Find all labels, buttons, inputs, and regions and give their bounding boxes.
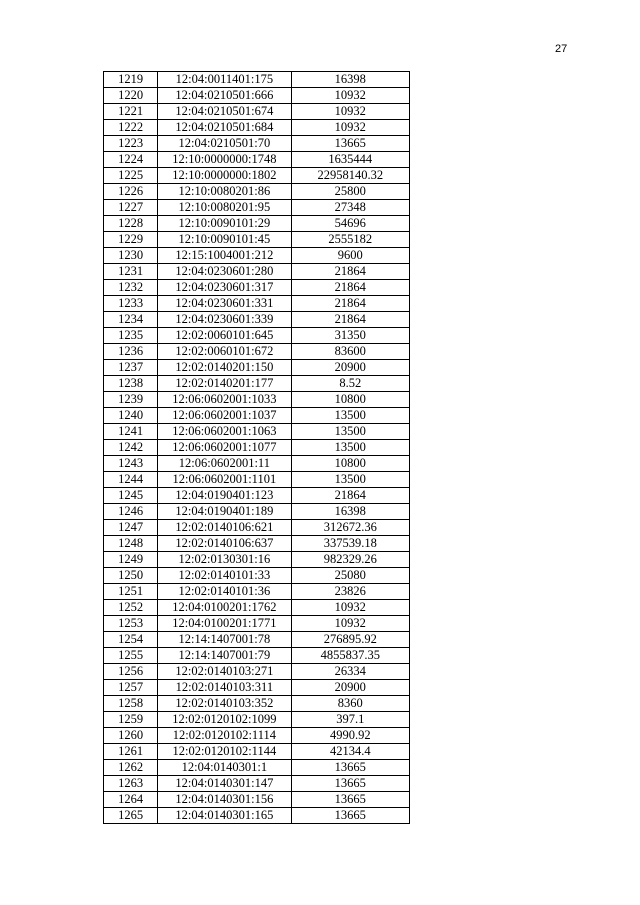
cadastral-number-cell: 12:02:0140101:36	[158, 584, 291, 600]
cadastral-number-cell: 12:14:1407001:79	[158, 648, 291, 664]
cadastral-number-cell: 12:04:0100201:1771	[158, 616, 291, 632]
value-cell: 10932	[291, 600, 409, 616]
row-number-cell: 1234	[104, 312, 158, 328]
table-row	[104, 104, 410, 120]
value-cell: 9600	[291, 248, 409, 264]
cadastral-number-cell: 12:10:0000000:1748	[158, 152, 291, 168]
cadastral-number-cell: 12:04:0230601:331	[158, 296, 291, 312]
row-number-cell: 1251	[104, 584, 158, 600]
row-number-cell: 1223	[104, 136, 158, 152]
row-number-cell: 1224	[104, 152, 158, 168]
row-number-cell: 1240	[104, 408, 158, 424]
cadastral-number-cell: 12:04:0230601:317	[158, 280, 291, 296]
table-row	[104, 472, 410, 488]
row-number-cell: 1247	[104, 520, 158, 536]
table-row	[104, 488, 410, 504]
cadastral-number-cell: 12:10:0080201:95	[158, 200, 291, 216]
cadastral-number-cell: 12:06:0602001:11	[158, 456, 291, 472]
row-number-cell: 1263	[104, 776, 158, 792]
row-number-cell: 1233	[104, 296, 158, 312]
value-cell: 4855837.35	[291, 648, 409, 664]
value-cell: 13665	[291, 136, 409, 152]
value-cell: 397.1	[291, 712, 409, 728]
table-row	[104, 696, 410, 712]
cadastral-number-cell: 12:02:0060101:645	[158, 328, 291, 344]
cadastral-number-cell: 12:04:0140301:156	[158, 792, 291, 808]
cadastral-number-cell: 12:02:0140101:33	[158, 568, 291, 584]
row-number-cell: 1264	[104, 792, 158, 808]
value-cell: 21864	[291, 488, 409, 504]
cadastral-number-cell: 12:04:0140301:147	[158, 776, 291, 792]
row-number-cell: 1227	[104, 200, 158, 216]
table-row	[104, 72, 410, 88]
value-cell: 1635444	[291, 152, 409, 168]
cadastral-number-cell: 12:02:0140201:150	[158, 360, 291, 376]
row-number-cell: 1249	[104, 552, 158, 568]
value-cell: 26334	[291, 664, 409, 680]
table-row	[104, 216, 410, 232]
value-cell: 16398	[291, 72, 409, 88]
cadastral-number-cell: 12:10:0080201:86	[158, 184, 291, 200]
row-number-cell: 1219	[104, 72, 158, 88]
value-cell: 13500	[291, 472, 409, 488]
table-row	[104, 632, 410, 648]
cadastral-number-cell: 12:06:0602001:1037	[158, 408, 291, 424]
value-cell: 276895.92	[291, 632, 409, 648]
row-number-cell: 1241	[104, 424, 158, 440]
table-row	[104, 200, 410, 216]
row-number-cell: 1259	[104, 712, 158, 728]
value-cell: 982329.26	[291, 552, 409, 568]
value-cell: 25080	[291, 568, 409, 584]
row-number-cell: 1256	[104, 664, 158, 680]
cadastral-number-cell: 12:02:0120102:1114	[158, 728, 291, 744]
value-cell: 10932	[291, 616, 409, 632]
table-row	[104, 232, 410, 248]
row-number-cell: 1245	[104, 488, 158, 504]
table-row	[104, 296, 410, 312]
table-row	[104, 568, 410, 584]
row-number-cell: 1221	[104, 104, 158, 120]
row-number-cell: 1250	[104, 568, 158, 584]
cadastral-number-cell: 12:04:0230601:339	[158, 312, 291, 328]
value-cell: 13500	[291, 440, 409, 456]
table-row	[104, 312, 410, 328]
page-number: 27	[555, 43, 568, 55]
table-row	[104, 744, 410, 760]
row-number-cell: 1258	[104, 696, 158, 712]
table-row	[104, 440, 410, 456]
value-cell: 10932	[291, 88, 409, 104]
table-row	[104, 264, 410, 280]
value-cell: 21864	[291, 264, 409, 280]
value-cell: 13500	[291, 424, 409, 440]
cadastral-number-cell: 12:02:0140103:271	[158, 664, 291, 680]
value-cell: 16398	[291, 504, 409, 520]
cadastral-number-cell: 12:02:0060101:672	[158, 344, 291, 360]
cadastral-number-cell: 12:06:0602001:1033	[158, 392, 291, 408]
value-cell: 312672.36	[291, 520, 409, 536]
value-cell: 21864	[291, 296, 409, 312]
value-cell: 13665	[291, 792, 409, 808]
value-cell: 23826	[291, 584, 409, 600]
table-row	[104, 680, 410, 696]
table-row	[104, 136, 410, 152]
row-number-cell: 1235	[104, 328, 158, 344]
row-number-cell: 1262	[104, 760, 158, 776]
table-row	[104, 88, 410, 104]
table-row	[104, 456, 410, 472]
table-row	[104, 328, 410, 344]
row-number-cell: 1230	[104, 248, 158, 264]
table-row	[104, 376, 410, 392]
value-cell: 337539.18	[291, 536, 409, 552]
value-cell: 20900	[291, 680, 409, 696]
value-cell: 8.52	[291, 376, 409, 392]
value-cell: 8360	[291, 696, 409, 712]
cadastral-number-cell: 12:02:0140106:637	[158, 536, 291, 552]
table-row	[104, 728, 410, 744]
row-number-cell: 1226	[104, 184, 158, 200]
value-cell: 13665	[291, 760, 409, 776]
cadastral-number-cell: 12:04:0100201:1762	[158, 600, 291, 616]
row-number-cell: 1265	[104, 808, 158, 824]
cadastral-number-cell: 12:04:0190401:123	[158, 488, 291, 504]
cadastral-number-cell: 12:04:0210501:666	[158, 88, 291, 104]
value-cell: 25800	[291, 184, 409, 200]
cadastral-number-cell: 12:10:0000000:1802	[158, 168, 291, 184]
row-number-cell: 1231	[104, 264, 158, 280]
table-row	[104, 520, 410, 536]
table-row	[104, 616, 410, 632]
cadastral-number-cell: 12:10:0090101:29	[158, 216, 291, 232]
cadastral-number-cell: 12:06:0602001:1077	[158, 440, 291, 456]
row-number-cell: 1244	[104, 472, 158, 488]
value-cell: 21864	[291, 280, 409, 296]
row-number-cell: 1228	[104, 216, 158, 232]
table-row	[104, 120, 410, 136]
table-row	[104, 248, 410, 264]
table-row	[104, 792, 410, 808]
cadastral-number-cell: 12:04:0230601:280	[158, 264, 291, 280]
table-row	[104, 760, 410, 776]
table-row	[104, 504, 410, 520]
row-number-cell: 1252	[104, 600, 158, 616]
table-row	[104, 536, 410, 552]
cadastral-number-cell: 12:04:0190401:189	[158, 504, 291, 520]
cadastral-number-cell: 12:02:0140103:352	[158, 696, 291, 712]
cadastral-number-cell: 12:02:0130301:16	[158, 552, 291, 568]
cadastral-number-cell: 12:04:0140301:165	[158, 808, 291, 824]
value-cell: 22958140.32	[291, 168, 409, 184]
row-number-cell: 1220	[104, 88, 158, 104]
table-row	[104, 584, 410, 600]
table-row	[104, 648, 410, 664]
value-cell: 42134.4	[291, 744, 409, 760]
cadastral-number-cell: 12:02:0120102:1099	[158, 712, 291, 728]
table-row	[104, 152, 410, 168]
row-number-cell: 1236	[104, 344, 158, 360]
cadastral-number-cell: 12:02:0140106:621	[158, 520, 291, 536]
row-number-cell: 1242	[104, 440, 158, 456]
value-cell: 20900	[291, 360, 409, 376]
cadastral-number-cell: 12:10:0090101:45	[158, 232, 291, 248]
row-number-cell: 1255	[104, 648, 158, 664]
table-row	[104, 408, 410, 424]
value-cell: 54696	[291, 216, 409, 232]
value-cell: 10932	[291, 104, 409, 120]
table-body	[104, 72, 410, 824]
row-number-cell: 1254	[104, 632, 158, 648]
row-number-cell: 1246	[104, 504, 158, 520]
table-row	[104, 600, 410, 616]
table-row	[104, 776, 410, 792]
cadastral-number-cell: 12:02:0140201:177	[158, 376, 291, 392]
cadastral-number-cell: 12:06:0602001:1063	[158, 424, 291, 440]
value-cell: 31350	[291, 328, 409, 344]
row-number-cell: 1239	[104, 392, 158, 408]
row-number-cell: 1222	[104, 120, 158, 136]
value-cell: 13665	[291, 776, 409, 792]
table-row	[104, 184, 410, 200]
value-cell: 10800	[291, 456, 409, 472]
row-number-cell: 1257	[104, 680, 158, 696]
cadastral-number-cell: 12:14:1407001:78	[158, 632, 291, 648]
value-cell: 21864	[291, 312, 409, 328]
table-row	[104, 424, 410, 440]
value-cell: 13665	[291, 808, 409, 824]
cadastral-number-cell: 12:04:0210501:674	[158, 104, 291, 120]
cadastral-number-cell: 12:04:0210501:684	[158, 120, 291, 136]
table-row	[104, 392, 410, 408]
table-row	[104, 808, 410, 824]
table-row	[104, 280, 410, 296]
table-row	[104, 168, 410, 184]
value-cell: 13500	[291, 408, 409, 424]
row-number-cell: 1248	[104, 536, 158, 552]
table-row	[104, 664, 410, 680]
cadastral-number-cell: 12:04:0011401:175	[158, 72, 291, 88]
row-number-cell: 1229	[104, 232, 158, 248]
row-number-cell: 1253	[104, 616, 158, 632]
table-row	[104, 344, 410, 360]
value-cell: 10800	[291, 392, 409, 408]
table-row	[104, 360, 410, 376]
row-number-cell: 1237	[104, 360, 158, 376]
data-table	[103, 71, 410, 824]
cadastral-number-cell: 12:02:0140103:311	[158, 680, 291, 696]
value-cell: 4990.92	[291, 728, 409, 744]
value-cell: 2555182	[291, 232, 409, 248]
cadastral-number-cell: 12:02:0120102:1144	[158, 744, 291, 760]
value-cell: 27348	[291, 200, 409, 216]
cadastral-number-cell: 12:06:0602001:1101	[158, 472, 291, 488]
row-number-cell: 1225	[104, 168, 158, 184]
row-number-cell: 1232	[104, 280, 158, 296]
value-cell: 10932	[291, 120, 409, 136]
row-number-cell: 1243	[104, 456, 158, 472]
table-row	[104, 552, 410, 568]
row-number-cell: 1238	[104, 376, 158, 392]
cadastral-number-cell: 12:04:0140301:1	[158, 760, 291, 776]
cadastral-number-cell: 12:04:0210501:70	[158, 136, 291, 152]
value-cell: 83600	[291, 344, 409, 360]
row-number-cell: 1260	[104, 728, 158, 744]
cadastral-number-cell: 12:15:1004001:212	[158, 248, 291, 264]
table-row	[104, 712, 410, 728]
row-number-cell: 1261	[104, 744, 158, 760]
